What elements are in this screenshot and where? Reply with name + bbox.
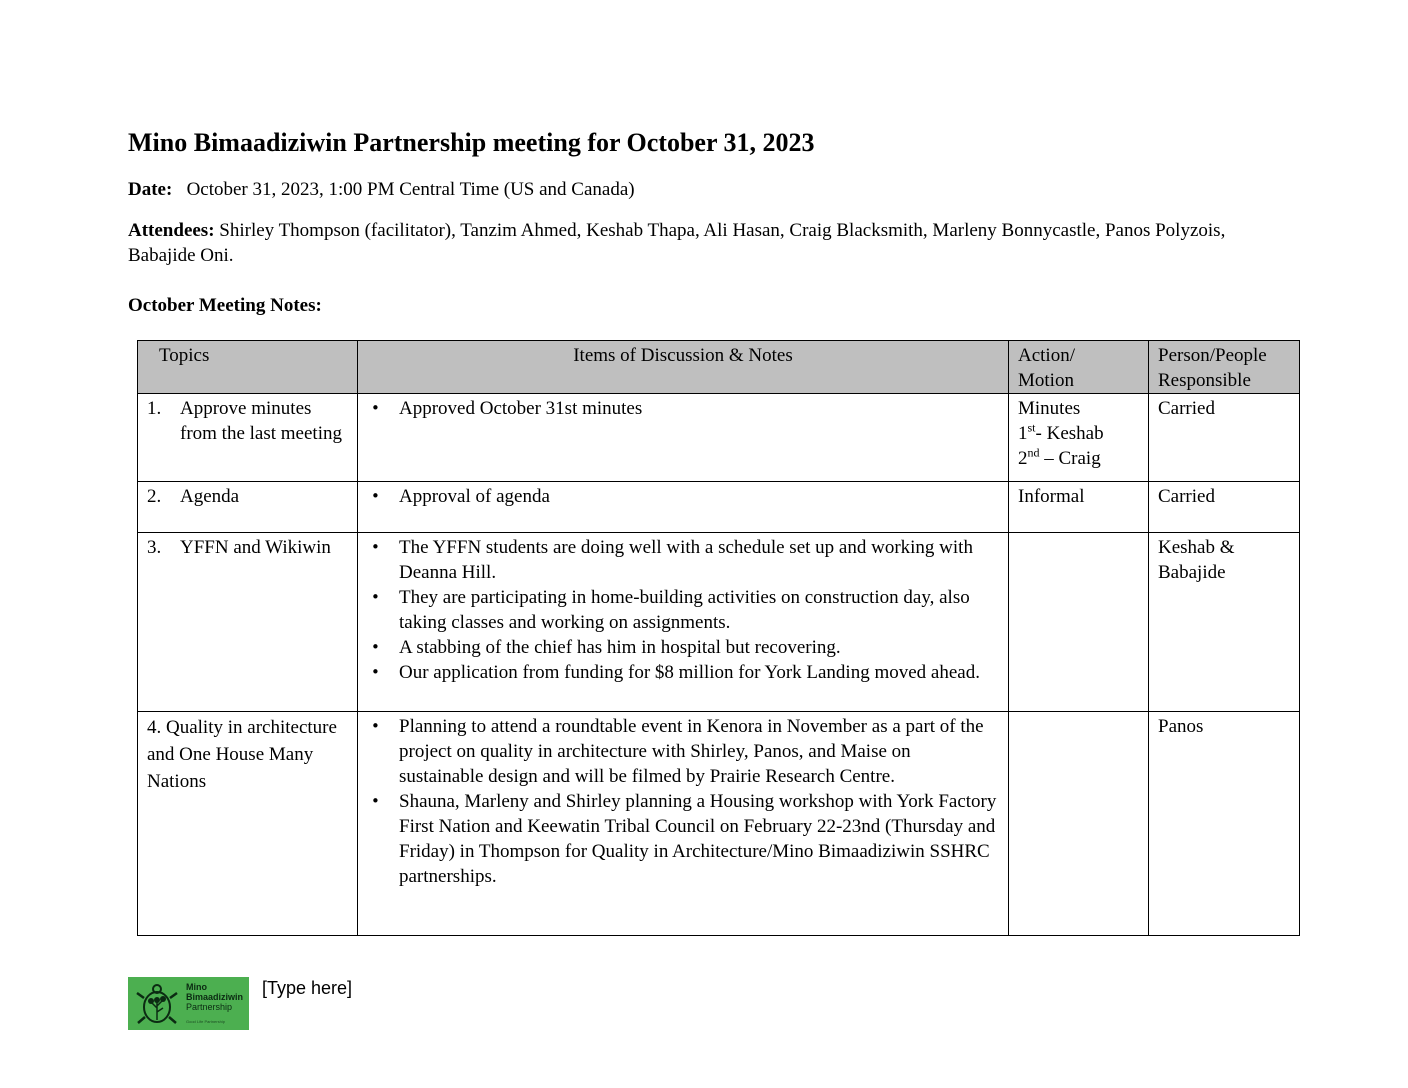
items-cell (358, 394, 1009, 482)
header-items: Items of Discussion & Notes (358, 341, 1009, 394)
attendees-label: Attendees: (128, 220, 215, 241)
topic-text: Approve minutes from the last meeting (180, 398, 342, 444)
topic-cell (138, 482, 358, 533)
list-item: • Shauna, Marleny and Shirley planning a Housing workshop with York Factory First Nation and Keewatin Tribal Council on February 22-23nd (Thursday and Friday) in Thompson for Quality in Architecture/Mino Bimaadiziwin SSHRC partnerships. (367, 789, 999, 889)
meeting-date (128, 177, 635, 202)
action-cell: Minutes 1st- Keshab 2nd – Craig (1009, 394, 1149, 482)
notes-heading: October Meeting Notes: (128, 295, 322, 316)
items-cell (358, 533, 1009, 712)
person-cell: Panos (1149, 712, 1300, 936)
table-row (138, 533, 1300, 712)
page-title: Mino Bimaadiziwin Partnership meeting for October 31, 2023 (128, 128, 815, 157)
meeting-notes-table (137, 340, 1300, 936)
topic-number: 2. (147, 486, 162, 507)
action-cell (1009, 712, 1149, 936)
list-item: • Approved October 31st minutes (367, 396, 999, 421)
topic-text: Agenda (180, 486, 240, 507)
list-item: • They are participating in home-building activities on construction day, also taking classes and working on assignments. (367, 585, 999, 635)
partnership-logo (128, 977, 249, 1030)
person-cell: Carried (1149, 482, 1300, 533)
topic-text: 4. Quality in architecture and One House Many Nations (147, 717, 337, 792)
action-cell: Informal (1009, 482, 1149, 533)
attendees (128, 218, 1288, 268)
items-cell (358, 482, 1009, 533)
table-header-row (138, 341, 1300, 394)
list-item: • A stabbing of the chief has him in hospital but recovering. (367, 635, 999, 660)
date-value: October 31, 2023, 1:00 PM Central Time (US and Canada) (186, 179, 635, 200)
topic-cell (138, 394, 358, 482)
table-row (138, 712, 1300, 936)
footer-placeholder[interactable]: [Type here] (262, 978, 353, 998)
attendees-value: Shirley Thompson (facilitator), Tanzim Ahmed, Keshab Thapa, Ali Hasan, Craig Blacksmith, Marleny Bonnycastle, Panos Polyzois, Babajide Oni. (128, 220, 1226, 266)
logo-subtitle: Good Life Partnership (186, 1019, 225, 1024)
table-row (138, 482, 1300, 533)
topic-cell (138, 712, 358, 936)
header-topics: Topics (138, 341, 358, 394)
list-item: • Approval of agenda (367, 484, 999, 509)
items-cell (358, 712, 1009, 936)
list-item: • The YFFN students are doing well with a schedule set up and working with Deanna Hill. (367, 535, 999, 585)
turtle-tree-icon (132, 980, 182, 1028)
topic-text: YFFN and Wikiwin (180, 537, 331, 558)
topic-number: 3. (147, 537, 162, 558)
header-person: Person/People Responsible (1149, 341, 1300, 394)
list-item: • Planning to attend a roundtable event in Kenora in November as a part of the project on quality in architecture with Shirley, Panos, and Maise on sustainable design and will be filmed by Prairie Research Centre. (367, 714, 999, 789)
person-cell: Keshab & Babajide (1149, 533, 1300, 712)
list-item: • Our application from funding for $8 million for York Landing moved ahead. (367, 660, 999, 685)
action-cell (1009, 533, 1149, 712)
topic-cell (138, 533, 358, 712)
person-cell: Carried (1149, 394, 1300, 482)
logo-text: Mino Bimaadiziwin Partnership (186, 982, 244, 1012)
date-label: Date: (128, 179, 173, 200)
header-action: Action/ Motion (1009, 341, 1149, 394)
table-row (138, 394, 1300, 482)
topic-number: 1. (147, 398, 162, 419)
